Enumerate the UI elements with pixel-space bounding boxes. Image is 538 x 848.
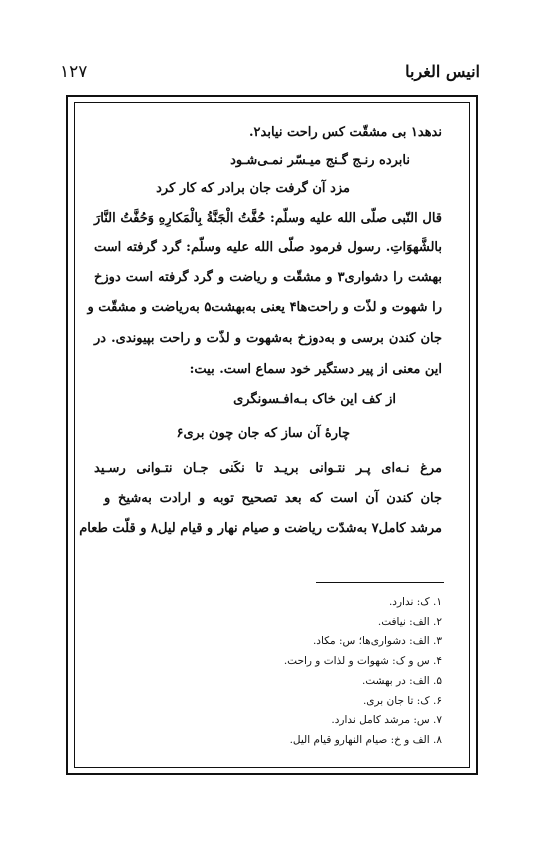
page-number: ۱۲۷ xyxy=(60,62,88,82)
text-line: مرشد کامل۷ به‌شدّت ریاضت و صیام نهار و قیام لیل۸ و قلّت طعام xyxy=(79,521,442,536)
text-line: بهشت را دشواری۳ و مشقّت و ریاضت و گرد گرفته است دوزخ xyxy=(94,270,442,285)
footnote: ۱. ک: ندارد. xyxy=(388,596,442,608)
footnote: ۲. الف: نیافت. xyxy=(377,616,442,628)
footnote-separator xyxy=(316,582,444,583)
footnote: ۳. الف: دشواری‌ها؛ س: مکاد. xyxy=(312,635,442,647)
text-line: ندهد۱ بی مشقّت کس راحت نیابد۲. xyxy=(248,125,442,140)
footnote: ۸. الف و خ: صیام النهارو قیام الیل. xyxy=(289,734,442,746)
book-title: انیس الغربا xyxy=(405,62,480,81)
text-line: جان کندن آن است که بعد تصحیح توبه و ارادت به‌شیخ و xyxy=(104,491,442,506)
text-line: جان کندن برسی و به‌دوزخ به‌شهوت و لذّت و راحت بپیوندی. در xyxy=(94,331,442,346)
text-line: این معنی از پیر دستگیر خود سماع است. بیت: xyxy=(189,362,442,377)
verse-line: مرغ نـه‌ای پـر نتـوانی بریـد تا نکَنی جـان نتـوانی رسـید xyxy=(94,461,442,476)
text-line: را شهوت و لذّت و راحت‌ها۴ یعنی به‌بهشت۵ به‌ریاضت و مشقّت و xyxy=(87,300,442,315)
verse-line: مزد آن گرفت جان برادر که کار کرد xyxy=(156,181,350,196)
text-line: قال النّبی صلّی الله علیه وسلّم: حُفَّتُ الْجَنَّةُ بِالْمَکارِهِ وَحُفَّتُ النَّارَ xyxy=(94,211,442,226)
verse-line: چارهٔ آن ساز که جان چون بری۶ xyxy=(176,426,350,441)
page-header xyxy=(60,62,480,84)
verse-line: از کف این خاک بـه‌افـسونگری xyxy=(233,392,396,407)
text-line: بالشَّهوَاتِ. رسول فرمود صلّی الله علیه وسلّم: گرد گرفته است xyxy=(94,240,442,255)
verse-line: نابرده رنـج گـنج میـسّر نمـی‌شـود xyxy=(230,153,410,168)
footnote: ۷. س: مرشد کامل ندارد. xyxy=(331,714,442,726)
footnote: ۴. س و ک: شهوات و لذات و راحت. xyxy=(283,655,442,667)
footnote: ۶. ک: تا جان بری. xyxy=(362,695,442,707)
footnote: ۵. الف: در بهشت. xyxy=(361,675,442,687)
